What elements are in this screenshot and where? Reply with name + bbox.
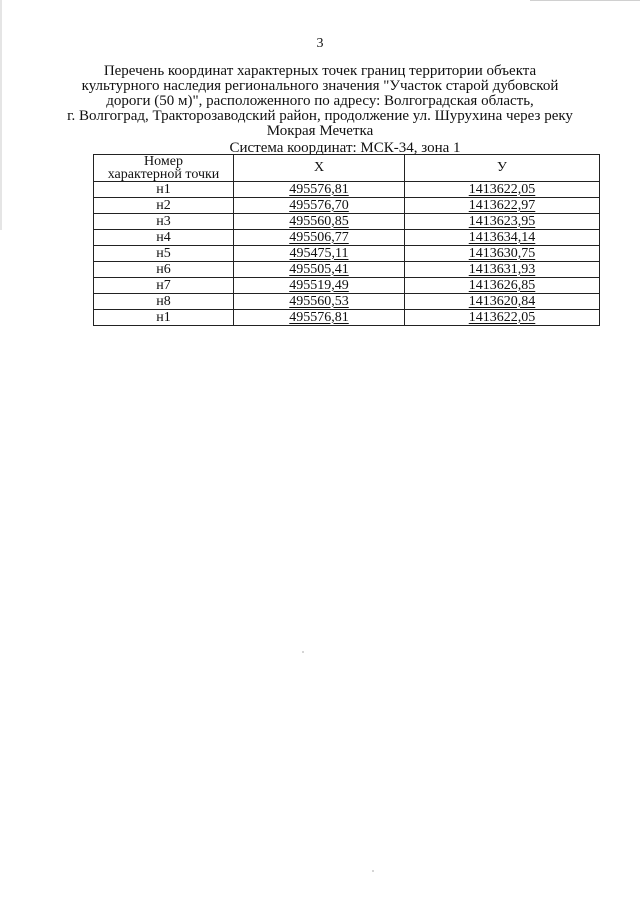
x-value: 495506,77 [289, 229, 349, 245]
scan-margin-line [0, 0, 2, 230]
cell-y [405, 310, 600, 326]
cell-y [405, 198, 600, 214]
y-value: 1413620,84 [468, 293, 536, 309]
x-value: 495475,11 [289, 245, 349, 261]
cell-x [234, 310, 405, 326]
page-number: 3 [316, 36, 324, 51]
x-value: 495519,49 [289, 277, 349, 293]
cell-point: н1 [94, 182, 234, 198]
cell-y [405, 294, 600, 310]
cell-x [234, 230, 405, 246]
cell-y [405, 182, 600, 198]
table-row [94, 278, 600, 294]
y-value: 1413622,05 [468, 309, 536, 325]
title-line: культурного наследия регионального значения "Участок старой дубовской [81, 78, 559, 94]
cell-x [234, 294, 405, 310]
x-value: 495505,41 [289, 261, 349, 277]
coordinates-table [93, 154, 600, 326]
x-value: 495576,81 [289, 309, 349, 325]
cell-point: н5 [94, 246, 234, 262]
table-row [94, 214, 600, 230]
title-line: Мокрая Мечетка [266, 123, 374, 139]
header-y: У [405, 155, 600, 182]
cell-point: н4 [94, 230, 234, 246]
cell-x [234, 262, 405, 278]
cell-y [405, 262, 600, 278]
scan-speck [372, 870, 374, 872]
document-title [60, 64, 580, 139]
cell-point: н6 [94, 262, 234, 278]
x-value: 495576,70 [289, 197, 349, 213]
scan-top-rule [530, 0, 640, 1]
cell-y [405, 214, 600, 230]
table-row [94, 198, 600, 214]
table-row [94, 246, 600, 262]
y-value: 1413634,14 [468, 229, 536, 245]
y-value: 1413630,75 [468, 245, 536, 261]
table-row [94, 182, 600, 198]
cell-x [234, 246, 405, 262]
header-point-line: характерной точки [107, 167, 220, 182]
title-line: г. Волгоград, Тракторозаводский район, продолжение ул. Шурухина через реку [67, 108, 573, 124]
cell-x [234, 278, 405, 294]
header-point-number [94, 155, 234, 182]
header-point-line: Номер [144, 154, 183, 169]
cell-point: н1 [94, 310, 234, 326]
y-value: 1413626,85 [468, 277, 536, 293]
x-value: 495560,85 [289, 213, 349, 229]
coordinate-system-caption: Система координат: МСК-34, зона 1 [229, 140, 461, 156]
y-value: 1413622,05 [468, 181, 536, 197]
cell-x [234, 198, 405, 214]
cell-point: н8 [94, 294, 234, 310]
scan-speck [302, 651, 304, 653]
cell-y [405, 278, 600, 294]
table-row [94, 294, 600, 310]
title-line: Перечень координат характерных точек границ территории объекта [103, 63, 537, 79]
cell-point: н7 [94, 278, 234, 294]
cell-point: н2 [94, 198, 234, 214]
cell-point: н3 [94, 214, 234, 230]
cell-y [405, 246, 600, 262]
title-line: дороги (50 м)", расположенного по адресу: Волгоградская область, [106, 93, 534, 109]
table-row [94, 310, 600, 326]
x-value: 495560,53 [289, 293, 349, 309]
cell-x [234, 214, 405, 230]
cell-x [234, 182, 405, 198]
table-row [94, 262, 600, 278]
header-x: X [234, 155, 405, 182]
table-row [94, 230, 600, 246]
x-value: 495576,81 [289, 181, 349, 197]
table-header-row [94, 155, 600, 182]
cell-y [405, 230, 600, 246]
y-value: 1413622,97 [468, 197, 536, 213]
y-value: 1413631,93 [468, 261, 536, 277]
y-value: 1413623,95 [468, 213, 536, 229]
